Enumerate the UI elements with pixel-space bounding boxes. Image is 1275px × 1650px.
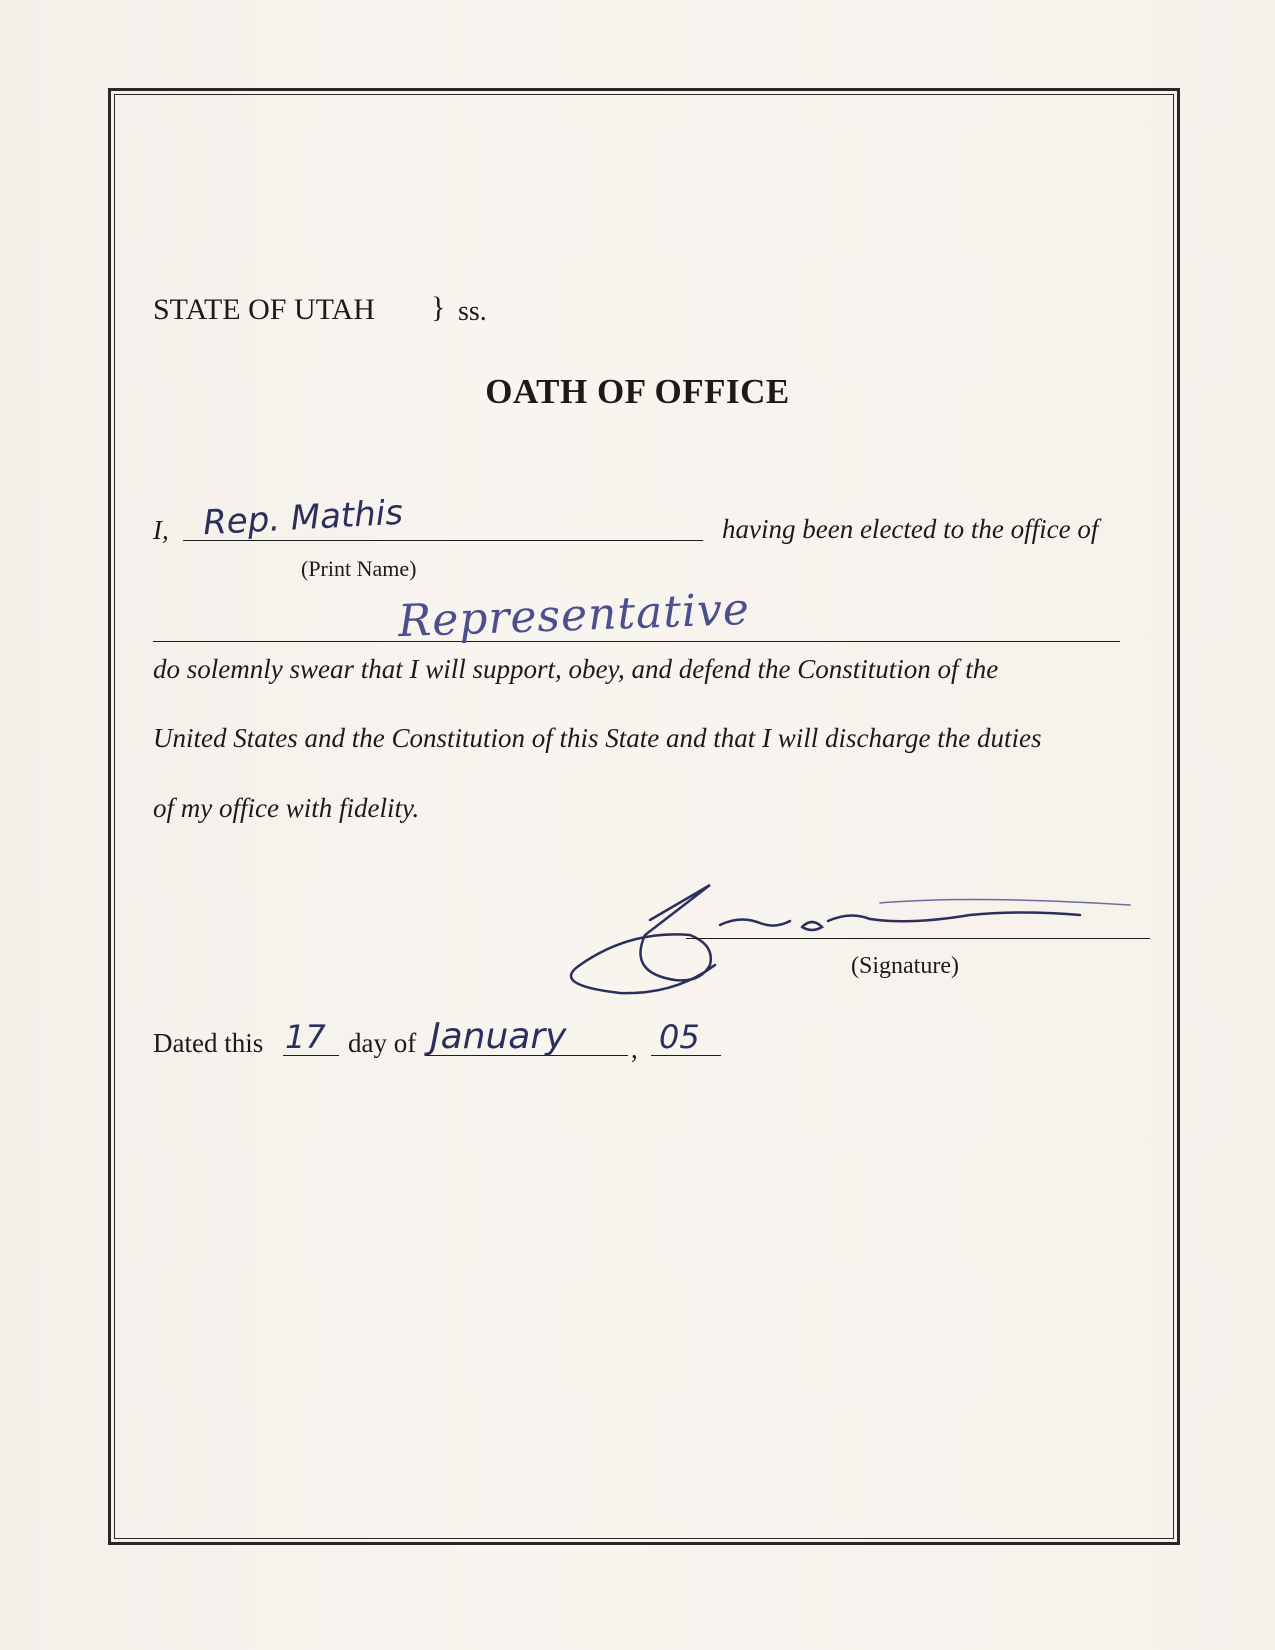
office-underline <box>153 641 1120 642</box>
dated-prefix: Dated this <box>153 1028 264 1058</box>
i-prefix: I, <box>153 515 169 545</box>
filled-name: Rep. Mathis <box>202 492 404 544</box>
oath-line-2: United States and the Constitution of this State and that I will discharge the duties <box>153 723 1042 753</box>
ss-label: ss. <box>458 296 487 327</box>
handwritten-signature <box>550 875 1160 1015</box>
filled-office: Representative <box>397 583 751 648</box>
filled-day: 17 <box>285 1018 326 1056</box>
filled-year: 05 <box>659 1018 700 1056</box>
signature-underline <box>686 938 1150 939</box>
filled-month: January <box>430 1016 567 1057</box>
oath-line-3: of my office with fidelity. <box>153 793 420 823</box>
elected-text: having been elected to the office of <box>722 514 1099 544</box>
state-brace: } <box>431 291 446 324</box>
signature-label: (Signature) <box>851 953 959 979</box>
state-line: STATE OF UTAH <box>153 293 375 326</box>
oath-line-1: do solemnly swear that I will support, obey, and defend the Constitution of the <box>153 654 999 684</box>
day-of-label: day of <box>348 1028 417 1058</box>
date-comma: , <box>631 1034 638 1064</box>
print-name-label: (Print Name) <box>301 556 417 581</box>
page-title: OATH OF OFFICE <box>485 372 790 411</box>
